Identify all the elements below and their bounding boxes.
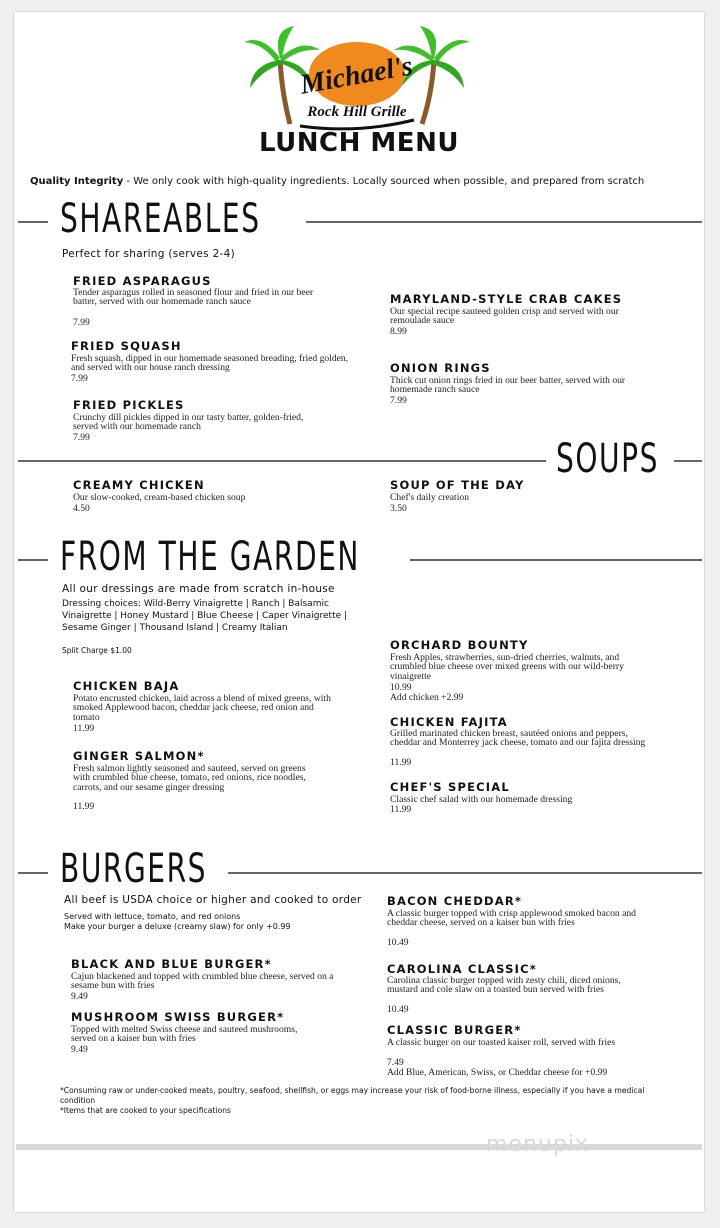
burgers-note: Make your burger a deluxe (creamy slaw) for only +0.99 <box>64 922 291 931</box>
menu-item-price: 9.49 <box>71 1044 88 1055</box>
menu-item-desc: Fresh squash, dipped in our homemade seasoned breading, fried golden, and served with our house ranch dressing <box>71 353 349 374</box>
menu-item-price: 7.49 <box>387 1057 404 1068</box>
section-rule <box>306 221 702 223</box>
section-rule <box>228 872 702 874</box>
menu-title: LUNCH MENU <box>259 128 459 158</box>
split-charge: Split Charge $1.00 <box>62 646 132 655</box>
menu-item-name: GINGER SALMON* <box>73 749 205 763</box>
section-rule <box>18 872 48 874</box>
garden-note: All our dressings are made from scratch in-house <box>62 583 335 595</box>
menu-item-name: BLACK AND BLUE BURGER* <box>71 957 272 971</box>
section-rule <box>18 460 546 462</box>
menu-item-name: CHICKEN FAJITA <box>390 715 508 729</box>
menu-item-desc: Cajun blackened and topped with crumbled blue cheese, served on a sesame bun with fries <box>71 971 334 992</box>
quality-statement <box>30 176 644 187</box>
footnote: *Items that are cooked to your specifications <box>60 1106 231 1115</box>
menu-item-price: 11.99 <box>390 757 412 768</box>
burgers-note: Served with lettuce, tomato, and red onions <box>64 912 241 921</box>
menu-item-price: 4.50 <box>73 503 90 514</box>
shareables-subtitle: Perfect for sharing (serves 2-4) <box>62 248 236 260</box>
menu-item-price: 10.49 <box>387 937 409 948</box>
logo-sub-text: Rock Hill Grille <box>307 104 407 120</box>
menu-item-desc: Crunchy dill pickles dipped in our tasty batter, golden-fried, served with our homemade ranch <box>73 412 304 433</box>
logo-brand-text: Michael's <box>297 50 416 101</box>
menu-item-price: 9.49 <box>71 991 88 1002</box>
menu-item-price: 7.99 <box>73 317 90 328</box>
menu-item-price: 7.99 <box>390 395 407 406</box>
section-title-soups: SOUPS <box>556 436 660 482</box>
dressing-choices: Dressing choices: Wild-Berry Vinaigrette | Ranch | Balsamic Vinaigrette | Honey Mustard | Blue Cheese | Caper Vinaigrette | Sesame Ginger | Thousand Island | Creamy Italian <box>62 599 348 633</box>
bottom-rule <box>16 1144 702 1150</box>
menu-item-desc: Our slow-cooked, cream-based chicken soup <box>73 492 246 503</box>
menu-item-desc: Grilled marinated chicken breast, sautéed onions and peppers, cheddar and Monterrey jack cheese, tomato and our fajita dressing <box>390 728 646 749</box>
menu-item-desc: Fresh Apples, strawberries, sun-dried cherries, walnuts, and crumbled blue cheese over mixed greens with our wild-berry vinaigrette <box>390 652 624 682</box>
menu-item-price: 10.99 <box>390 682 412 693</box>
menu-item-name: ONION RINGS <box>390 361 491 375</box>
menu-page <box>14 12 704 1212</box>
menu-item-price: 7.99 <box>73 432 90 443</box>
menu-item-extra: Add Blue, American, Swiss, or Cheddar cheese for +0.99 <box>387 1067 608 1078</box>
menu-item-name: MARYLAND-STYLE CRAB CAKES <box>390 292 623 306</box>
menu-item-name: BACON CHEDDAR* <box>387 894 523 908</box>
menu-item-name: CAROLINA CLASSIC* <box>387 962 537 976</box>
menu-item-name: SOUP OF THE DAY <box>390 478 525 492</box>
footnote: *Consuming raw or under-cooked meats, poultry, seafood, shellfish, or eggs may increase your risk of food-borne illness, especially if you have a medical condition <box>60 1086 645 1105</box>
section-rule <box>18 221 48 223</box>
menu-item-price: 11.99 <box>73 801 95 812</box>
section-title-garden: FROM THE GARDEN <box>60 534 360 580</box>
menu-item-price: 8.99 <box>390 326 407 337</box>
menu-item-desc: Carolina classic burger topped with zesty chili, diced onions, mustard and cole slaw on a toasted bun served with fries <box>387 975 621 996</box>
menu-item-desc: Chef's daily creation <box>390 492 469 503</box>
menu-item-price: 11.99 <box>73 723 95 734</box>
section-rule <box>18 559 48 561</box>
menu-item-desc: Our special recipe sauteed golden crisp and served with our remoulade sauce <box>390 306 619 327</box>
section-rule <box>674 460 702 462</box>
menu-item-price: 11.99 <box>390 804 412 815</box>
menu-item-name: MUSHROOM SWISS BURGER* <box>71 1010 285 1024</box>
menu-item-name: CHICKEN BAJA <box>73 679 180 693</box>
menu-item-desc: Tender asparagus rolled in seasoned flour and fried in our beer batter, served with our homemade ranch sauce <box>73 287 314 308</box>
menu-item-price: 10.49 <box>387 1004 409 1015</box>
menu-item-desc: Classic chef salad with our homemade dressing <box>390 794 573 805</box>
restaurant-logo <box>242 24 472 136</box>
quality-text: - We only cook with high-quality ingredients. Locally sourced when possible, and prepared from scratch <box>123 176 645 187</box>
menu-item-desc: Topped with melted Swiss cheese and sauteed mushrooms, served on a kaiser bun with fries <box>71 1024 298 1045</box>
quality-label: Quality Integrity <box>30 176 124 187</box>
menu-item-name: FRIED PICKLES <box>73 398 185 412</box>
watermark: menupix <box>486 1132 589 1157</box>
menu-item-desc: Potato encrusted chicken, laid across a blend of mixed greens, with smoked Applewood bacon, cheddar jack cheese, red onion and tomato <box>73 693 331 723</box>
menu-item-desc: A classic burger on our toasted kaiser roll, served with fries <box>387 1037 616 1048</box>
menu-item-price: 7.99 <box>71 373 88 384</box>
menu-item-extra: Add chicken +2.99 <box>390 692 464 703</box>
menu-item-name: CLASSIC BURGER* <box>387 1023 522 1037</box>
menu-item-name: FRIED SQUASH <box>71 339 182 353</box>
menu-item-name: CHEF'S SPECIAL <box>390 780 510 794</box>
section-rule <box>410 559 702 561</box>
section-title-burgers: BURGERS <box>60 846 208 892</box>
menu-item-price: 3.50 <box>390 503 407 514</box>
menu-item-name: FRIED ASPARAGUS <box>73 274 212 288</box>
menu-item-desc: Fresh salmon lightly seasoned and sauteed, served on greens with crumbled blue cheese, tomato, red onions, rice noodles, carrots, and our sesame ginger dressing <box>73 763 306 793</box>
menu-item-name: CREAMY CHICKEN <box>73 478 205 492</box>
menu-item-name: ORCHARD BOUNTY <box>390 638 529 652</box>
menu-item-desc: A classic burger topped with crisp applewood smoked bacon and cheddar cheese, served on a kaiser bun with fries <box>387 908 636 929</box>
section-title-shareables: SHAREABLES <box>60 196 261 242</box>
menu-item-desc: Thick cut onion rings fried in our beer batter, served with our homemade ranch sauce <box>390 375 626 396</box>
burgers-subtitle: All beef is USDA choice or higher and cooked to order <box>64 894 362 906</box>
